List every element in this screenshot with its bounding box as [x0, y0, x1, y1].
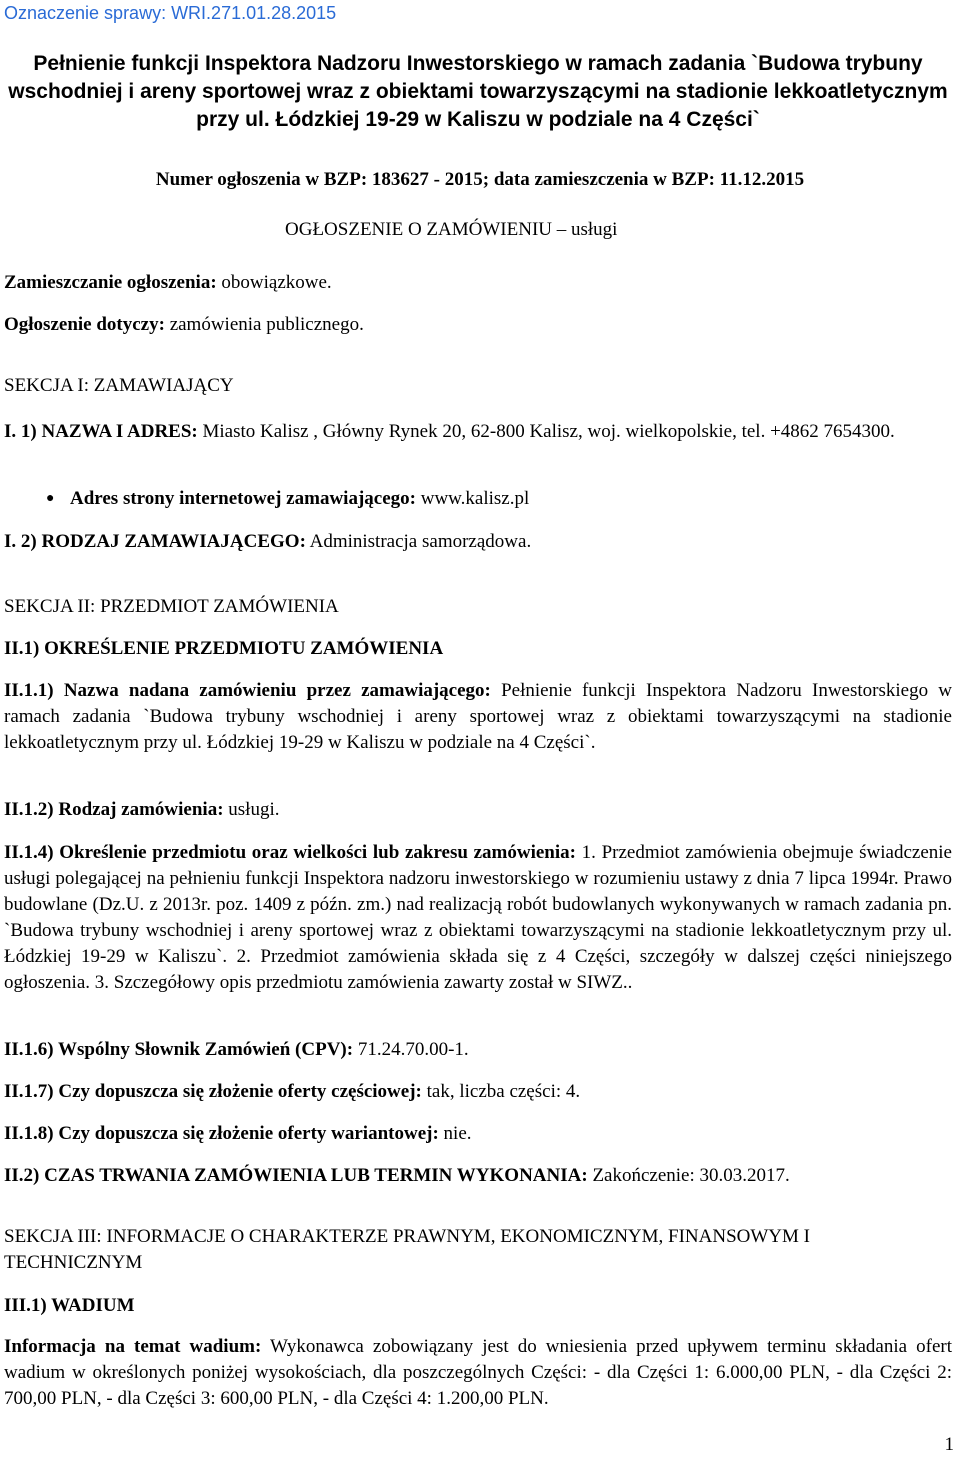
- partial-offer-label: II.1.7) Czy dopuszcza się złożenie oferty częściowej:: [4, 1081, 422, 1102]
- contract-name-paragraph: [4, 678, 952, 756]
- contract-type-label: II.1.2) Rodzaj zamówienia:: [4, 799, 224, 820]
- address-value: Miasto Kalisz , Główny Rynek 20, 62-800 Kalisz, woj. wielkopolskie, tel. +4862 7654300.: [197, 421, 895, 442]
- section-1-heading: SEKCJA I: ZAMAWIAJĄCY: [4, 375, 234, 396]
- bzp-notice-line: Numer ogłoszenia w BZP: 183627 - 2015; data zamieszczenia w BZP: 11.12.2015: [155, 169, 805, 190]
- website-label: Adres strony internetowej zamawiającego:: [70, 488, 416, 509]
- concerns-value: zamówienia publicznego.: [164, 314, 364, 335]
- section-3-heading: SEKCJA III: INFORMACJE O CHARAKTERZE PRAWNYM, EKONOMICZNYM, FINANSOWYM I TECHNICZNYM: [4, 1226, 810, 1273]
- variant-offer-value: nie.: [438, 1123, 472, 1144]
- cpv-line: [4, 1037, 952, 1063]
- contract-type-line: [4, 797, 952, 823]
- wadium-paragraph: [4, 1334, 952, 1412]
- placement-line: [4, 270, 952, 296]
- variant-offer-line: [4, 1121, 952, 1147]
- concerns-label: Ogłoszenie dotyczy:: [4, 314, 165, 335]
- authority-type-label: I. 2) RODZAJ ZAMAWIAJĄCEGO:: [4, 531, 306, 552]
- scope-value: 1. Przedmiot zamówienia obejmuje świadczenie usługi polegającej na pełnieniu funkcji Inspektora nadzoru inwestorskiego w rozumieniu ustawy z dnia 7 lipca 1994r. Prawo budowlane (Dz.U. z 2013r. poz. 1409 z późn. zm.) nad realizacją robót budowlanych wykonywanych w ramach zadania pn. `Budowa trybuny wschodniej i areny sportowej wraz z obiektami towarzyszącymi na stadionie lekkoatletycznym przy ul. Łódzkiej 19-29 w Kaliszu`. 2. Przedmiot zamówienia składa się z 4 Części, szczegóły w dalszej części niniejszego ogłoszenia. 3. Szczegółowy opis przedmiotu zamówienia zawarty został w SIWZ..: [4, 842, 952, 993]
- website-line: [70, 486, 952, 512]
- wadium-label: Informacja na temat wadium:: [4, 1336, 262, 1357]
- duration-value: Zakończenie: 30.03.2017.: [587, 1165, 790, 1186]
- contract-type-value: usługi.: [223, 799, 280, 820]
- section-3-subheading: III.1) WADIUM: [4, 1295, 135, 1316]
- duration-label: II.2) CZAS TRWANIA ZAMÓWIENIA LUB TERMIN WYKONANIA:: [4, 1165, 588, 1186]
- website-value[interactable]: www.kalisz.pl: [415, 488, 530, 509]
- duration-line: [4, 1163, 952, 1189]
- partial-offer-value: tak, liczba części: 4.: [421, 1081, 581, 1102]
- address-label: I. 1) NAZWA I ADRES:: [4, 421, 198, 442]
- placement-label: Zamieszczanie ogłoszenia:: [4, 272, 217, 293]
- section-2-heading: SEKCJA II: PRZEDMIOT ZAMÓWIENIA: [4, 596, 339, 617]
- scope-paragraph: [4, 840, 952, 996]
- cpv-label: II.1.6) Wspólny Słownik Zamówień (CPV):: [4, 1039, 354, 1060]
- authority-type-value: Administracja samorządowa.: [305, 531, 532, 552]
- placement-value: obowiązkowe.: [216, 272, 332, 293]
- section-2-subheading: II.1) OKREŚLENIE PRZEDMIOTU ZAMÓWIENIA: [4, 638, 444, 659]
- notice-type: OGŁOSZENIE O ZAMÓWIENIU – usługi: [285, 219, 618, 240]
- wadium-value: Wykonawca zobowiązany jest do wniesienia przed upływem terminu składania ofert wadium w określonych poniżej wysokościach, dla poszczególnych Części: - dla Części 1: 6.000,00 PLN, - dla Części 2: 700,00 PLN, - dla Części 3: 600,00 PLN, - dla Części 4: 1.200,00 PLN.: [4, 1336, 953, 1409]
- bullet-icon: ●: [46, 491, 55, 506]
- scope-label: II.1.4) Określenie przedmiotu oraz wielkości lub zakresu zamówienia:: [4, 842, 576, 863]
- contract-name-value: Pełnienie funkcji Inspektora Nadzoru Inwestorskiego w ramach zadania `Budowa trybuny wschodniej i areny sportowej wraz z obiektami towarzyszącymi na stadionie lekkoatletycznym przy ul. Łódzkiej 19-29 w Kaliszu w podziale na 4 Części`.: [4, 680, 952, 753]
- concerns-line: [4, 312, 952, 338]
- page-number: 1: [944, 1434, 954, 1455]
- partial-offer-line: [4, 1079, 952, 1105]
- contract-name-label: II.1.1) Nazwa nadana zamówieniu przez zamawiającego:: [4, 680, 491, 701]
- variant-offer-label: II.1.8) Czy dopuszcza się złożenie oferty wariantowej:: [4, 1123, 439, 1144]
- cpv-value: 71.24.70.00-1.: [353, 1039, 469, 1060]
- contracting-authority-address: [4, 418, 952, 445]
- reference-number: Oznaczenie sprawy: WRI.271.01.28.2015: [4, 3, 337, 23]
- document-title: Pełnienie funkcji Inspektora Nadzoru Inwestorskiego w ramach zadania `Budowa trybuny wschodniej i areny sportowej wraz z obiektami towarzyszącymi na stadionie lekkoatletycznym przy ul. Łódzkiej 19-29 w Kaliszu w podziale na 4 Części`: [8, 52, 948, 131]
- authority-type-line: [4, 529, 952, 555]
